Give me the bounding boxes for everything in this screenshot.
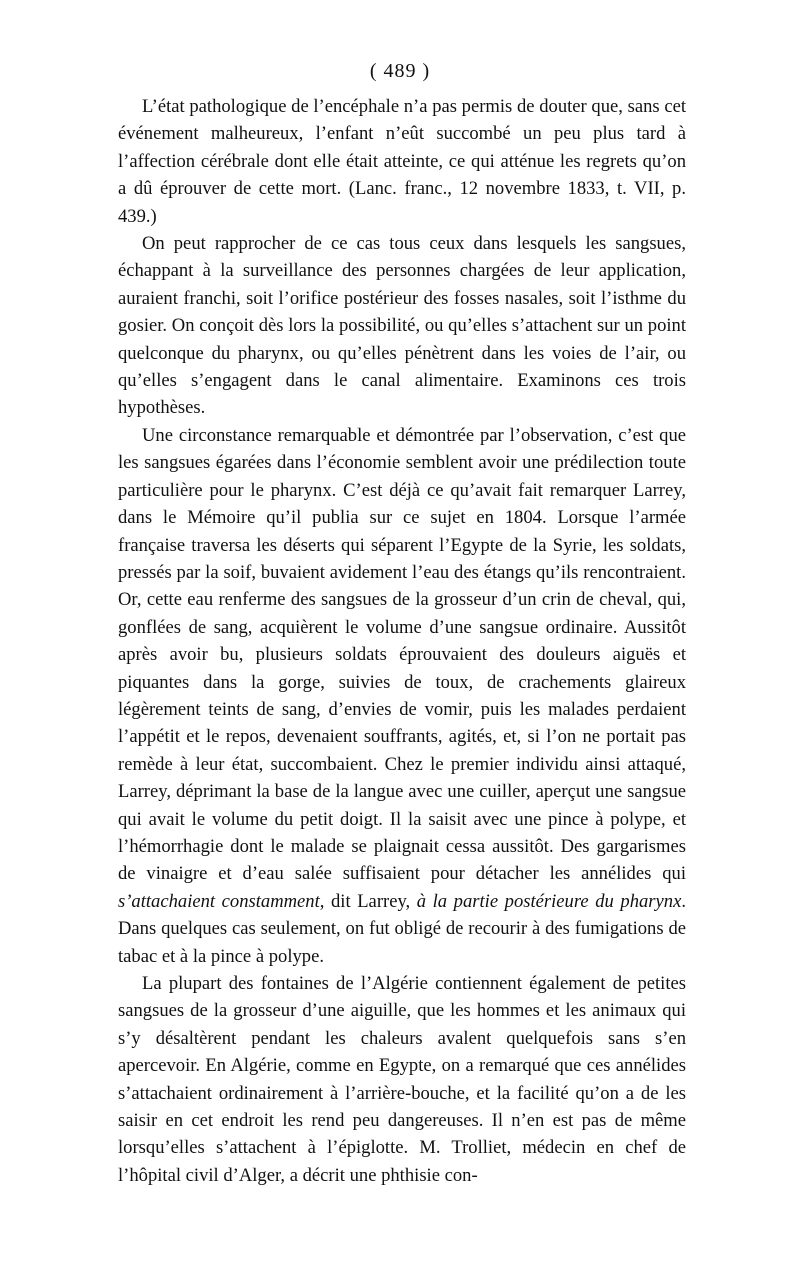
paragraph <box>118 970 686 1189</box>
paragraph <box>118 230 686 422</box>
paragraph <box>118 422 686 970</box>
page-body <box>118 93 686 1189</box>
paragraph-text: , dit Larrey, <box>319 890 417 912</box>
paragraph <box>118 93 686 230</box>
italic-quote: à la partie postérieure du pharynx <box>416 890 682 912</box>
paragraph-text: L’état pathologique de l’encéphale n’a pas permis de douter que, sans cet événement malheureux, l’enfant n’eût succombé un peu plus tard à l’affection cérébrale dont elle était atteinte, ce qui atténue les regrets qu’on a dû éprouver de cette mort. (Lanc. franc., 12 novembre 1833, t. VII, p. 439.) <box>118 96 686 227</box>
paragraph-text: La plupart des fontaines de l’Algérie contiennent également de petites sangsues de la grosseur d’une aiguille, que les hommes et les animaux qui s’y désaltèrent pendant les chaleurs avalent quelquefois sans s’en apercevoir. En Algérie, comme en Egypte, on a remarqué que ces annélides s’attachaient ordinairement à l’arrière-bouche, et la facilité qu’on a de les saisir en cet endroit les rend peu dangereuses. Il n’en est pas de même lorsqu’elles s’attachent à l’épiglotte. M. Trolliet, médecin en chef de l’hôpital civil d’Alger, a décrit une phthisie con- <box>118 973 686 1186</box>
paragraph-text: On peut rapprocher de ce cas tous ceux dans lesquels les sangsues, échappant à la surveillance des personnes chargées de leur application, auraient franchi, soit l’orifice postérieur des fosses nasales, soit l’isthme du gosier. On conçoit dès lors la possibilité, ou qu’elles s’attachent sur un point quelconque du pharynx, ou qu’elles pénètrent dans les voies de l’air, ou qu’elles s’engagent dans le canal alimentaire. Examinons ces trois hypothèses. <box>118 233 686 419</box>
page-number: ( 489 ) <box>369 60 431 82</box>
italic-quote: s’attachaient constamment <box>118 890 320 912</box>
paragraph-text: . Dans quelques cas seulement, on fut obligé de recourir à des fumigations de tabac et à la pince à polype. <box>118 890 686 967</box>
paragraph-text: Une circonstance remarquable et démontrée par l’observation, c’est que les sangsues égarées dans l’économie semblent avoir une prédilection toute particulière pour le pharynx. C’est déjà ce qu’avait fait remarquer Larrey, dans le Mémoire qu’il publia sur ce sujet en 1804. Lorsque l’armée française traversa les déserts qui séparent l’Egypte de la Syrie, les soldats, pressés par la soif, buvaient avidement l’eau des étangs qu’ils rencontraient. Or, cette eau renferme des sangsues de la grosseur d’un crin de cheval, qui, gonflées de sang, acquièrent le volume d’une sangsue ordinaire. Aussitôt après avoir bu, plusieurs soldats éprouvaient des douleurs aiguës et piquantes dans la gorge, suivies de toux, de crachements glaireux légèrement teints de sang, d’envies de vomir, puis les malades perdaient l’appétit et le repos, devenaient souffrants, agités, et, si l’on ne portait pas remède à leur état, succombaient. Chez le premier individu ainsi attaqué, Larrey, déprimant la base de la langue avec une cuiller, aperçut une sangsue qui avait le volume du petit doigt. Il la saisit avec une pince à polype, et l’hémorrhagie dont le malade se plaignait cessa aussitôt. Des gargarismes de vinaigre et d’eau salée suffisaient pour détacher les annélides qui <box>118 424 686 885</box>
